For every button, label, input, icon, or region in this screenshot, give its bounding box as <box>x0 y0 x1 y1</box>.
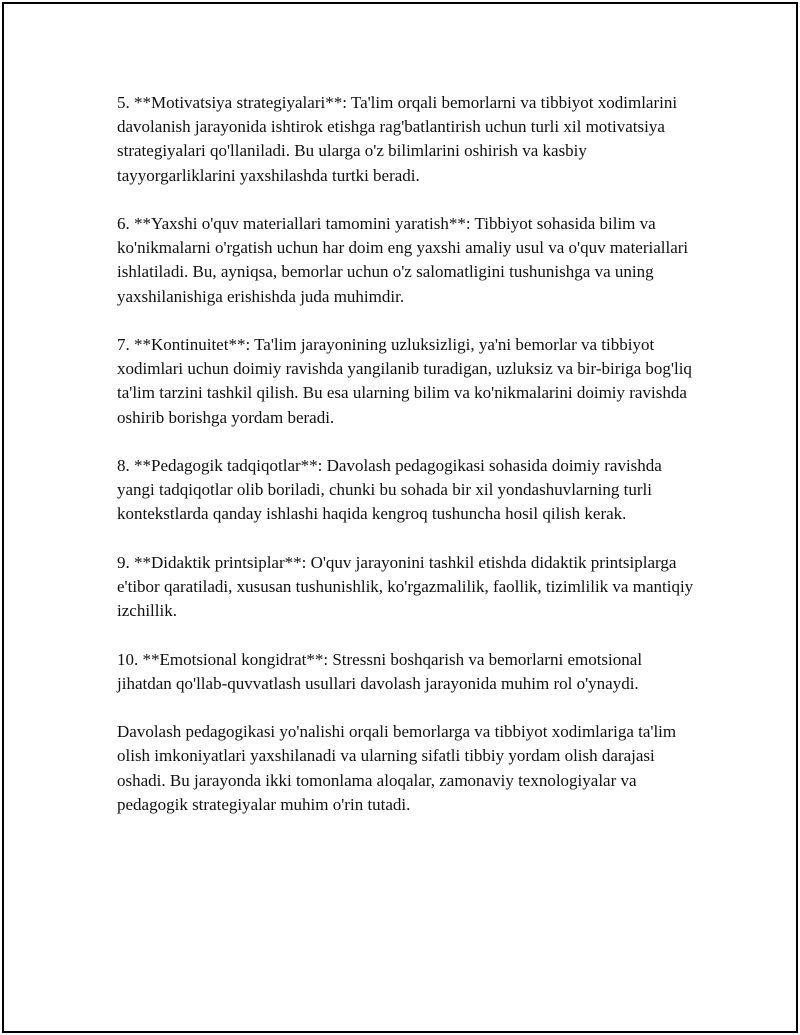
paragraph-continuity: 7. **Kontinuitet**: Ta'lim jarayonining uzluksizligi, ya'ni bemorlar va tibbiyot xodimlari uchun doimiy ravishda yangilanib turadigan, uzluksiz va bir-biriga bog'liq ta'lim tarzini tashkil qilish. Bu esa ularning bilim va ko'nikmalarini doimiy ravishda oshirib borishga yordam beradi. <box>117 335 692 427</box>
paragraph-motivation-strategies: 5. **Motivatsiya strategiyalari**: Ta'lim orqali bemorlarni va tibbiyot xodimlarini davolanish jarayonida ishtirok etishga rag'batlantirish uchun turli xil motivatsiya strategiyalari qo'llaniladi. Bu ularga o'z bilimlarini oshirish va kasbiy tayyorgarliklarini yaxshilashda turtki beradi. <box>117 93 678 185</box>
paragraph-didactic-principles: 9. **Didaktik printsiplar**: O'quv jarayonini tashkil etishda didaktik printsiplarga e'tibor qaratiladi, xususan tushunishlik, ko'rgazmalilik, faollik, tizimlilik va mantiqiy izchillik. <box>117 552 694 621</box>
paragraph-pedagogical-research: 8. **Pedagogik tadqiqotlar**: Davolash pedagogikasi sohasida doimiy ravishda yangi tadqiqotlar olib boriladi, chunki bu sohada bir xil yondashuvlarning turli kontekstlarda qanday ishlashi haqida kengroq tushuncha hosil qilish kerak. <box>117 456 662 524</box>
paragraph-learning-materials: 6. **Yaxshi o'quv materiallari tamomini yaratish**: Tibbiyot sohasida bilim va ko'nikmalarni o'rgatish uchun har doim eng yaxshi amaliy usul va o'quv materiallari ishlatiladi. Bu, ayniqsa, bemorlar uchun o'z salomatligini tushunishga va uning yaxshilanishiga erishishda juda muhimdir. <box>117 214 689 306</box>
paragraph-conclusion: Davolash pedagogikasi yo'nalishi orqali bemorlarga va tibbiyot xodimlariga ta'lim olish imkoniyatlari yaxshilanadi va ularning sifatli tibbiy yordam olish darajasi oshadi. Bu jarayonda ikki tomonlama aloqalar, zamonaviy texnologiyalar va pedagogik strategiyalar muhim o'rin tutadi. <box>117 722 677 814</box>
document-body <box>117 91 697 841</box>
paragraph-emotional-support: 10. **Emotsional kongidrat**: Stressni boshqarish va bemorlarni emotsional jihatdan qo'llab-quvvatlash usullari davolash jarayonida muhim rol o'ynaydi. <box>117 649 643 693</box>
